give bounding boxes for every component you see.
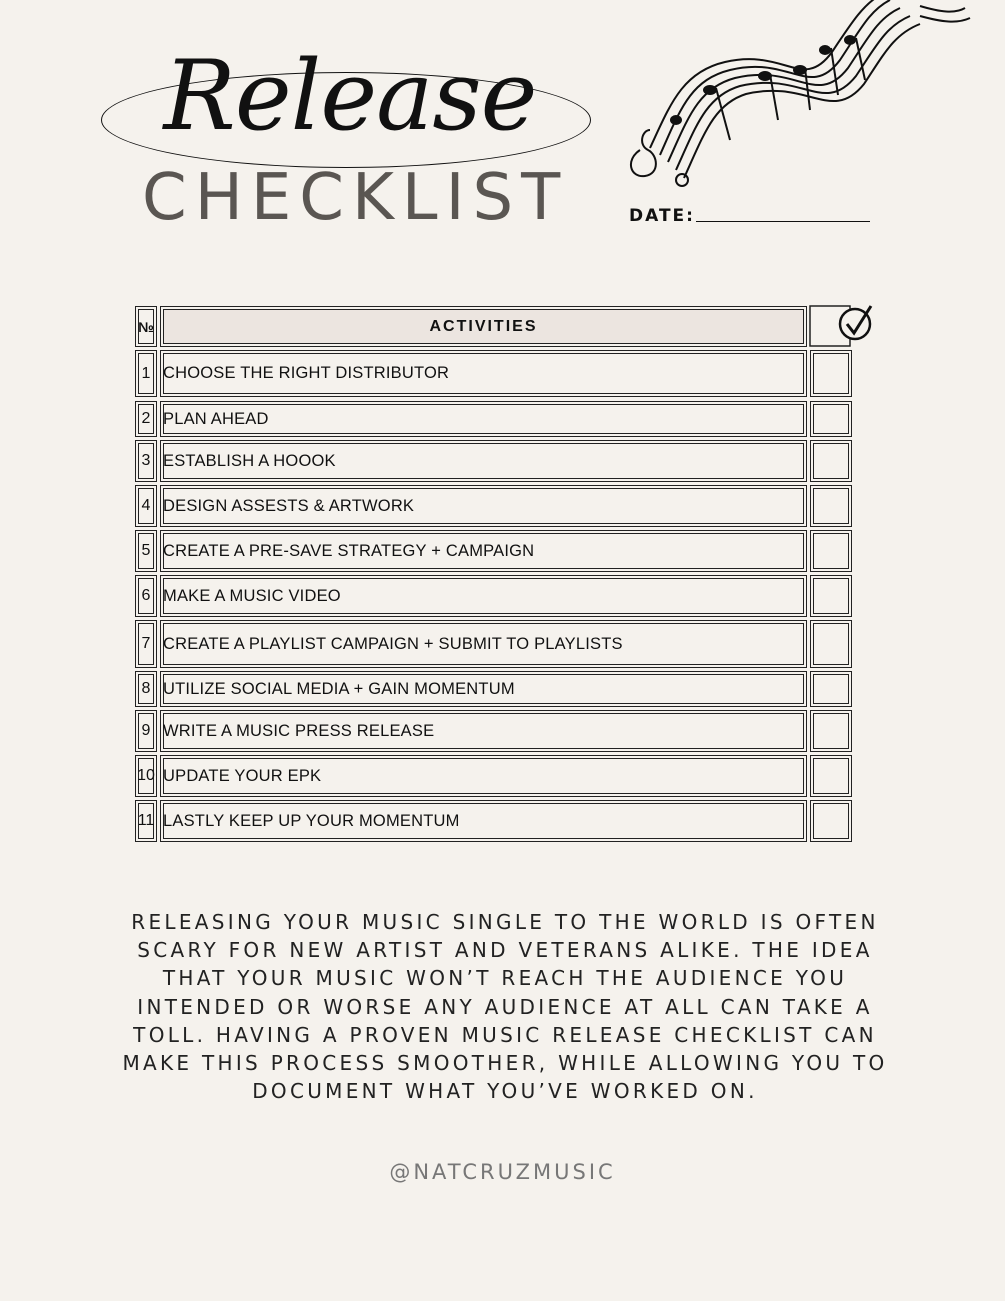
row-checkbox[interactable]: [810, 350, 852, 397]
table-header-activities: ACTIVITIES: [160, 306, 807, 347]
date-label: DATE:: [629, 206, 695, 226]
row-number: 2: [135, 401, 157, 437]
row-activity: CREATE A PLAYLIST CAMPAIGN + SUBMIT TO PLAYLISTS: [160, 620, 807, 668]
row-activity: ESTABLISH A HOOOK: [160, 440, 807, 482]
row-number: 9: [135, 710, 157, 752]
row-checkbox[interactable]: [810, 755, 852, 797]
table-header-number: №: [135, 306, 157, 347]
row-number: 3: [135, 440, 157, 482]
row-activity: LASTLY KEEP UP YOUR MOMENTUM: [160, 800, 807, 842]
row-number: 8: [135, 671, 157, 707]
row-checkbox[interactable]: [810, 485, 852, 527]
row-number: 7: [135, 620, 157, 668]
row-number: 11: [135, 800, 157, 842]
row-activity: PLAN AHEAD: [160, 401, 807, 437]
row-checkbox[interactable]: [810, 530, 852, 572]
row-activity: DESIGN ASSESTS & ARTWORK: [160, 485, 807, 527]
row-activity: WRITE A MUSIC PRESS RELEASE: [160, 710, 807, 752]
row-activity: UPDATE YOUR EPK: [160, 755, 807, 797]
row-activity: UTILIZE SOCIAL MEDIA + GAIN MOMENTUM: [160, 671, 807, 707]
music-staff-icon: [620, 0, 980, 200]
check-circle-icon: [809, 304, 873, 348]
date-field[interactable]: [696, 221, 870, 222]
row-checkbox[interactable]: [810, 710, 852, 752]
row-activity: MAKE A MUSIC VIDEO: [160, 575, 807, 617]
row-checkbox[interactable]: [810, 401, 852, 437]
row-checkbox[interactable]: [810, 575, 852, 617]
row-number: 5: [135, 530, 157, 572]
social-handle: @NATCRUZMUSIC: [389, 1160, 616, 1184]
row-number: 4: [135, 485, 157, 527]
row-checkbox[interactable]: [810, 671, 852, 707]
row-checkbox[interactable]: [810, 620, 852, 668]
row-checkbox[interactable]: [810, 440, 852, 482]
row-checkbox[interactable]: [810, 800, 852, 842]
row-number: 6: [135, 575, 157, 617]
row-activity: CHOOSE THE RIGHT DISTRIBUTOR: [160, 350, 807, 397]
row-activity: CREATE A PRE-SAVE STRATEGY + CAMPAIGN: [160, 530, 807, 572]
page-title: CHECKLIST: [142, 161, 569, 235]
row-number: 1: [135, 350, 157, 397]
row-number: 10: [135, 755, 157, 797]
title-script: Release: [163, 40, 537, 152]
intro-paragraph: RELEASING YOUR MUSIC SINGLE TO THE WORLD IS OFTEN SCARY FOR NEW ARTIST AND VETERANS ALIKE. THE IDEA THAT YOUR MUSIC WON’T REACH THE AUDIENCE YOU INTENDED OR WORSE ANY AUDIENCE AT ALL CAN TAKE A TOLL. HAVING A PROVEN MUSIC RELEASE CHECKLIST CAN MAKE THIS PROCESS SMOOTHER, WHILE ALLOWING YOU TO DOCUMENT WHAT YOU’VE WORKED ON.: [122, 910, 888, 1104]
